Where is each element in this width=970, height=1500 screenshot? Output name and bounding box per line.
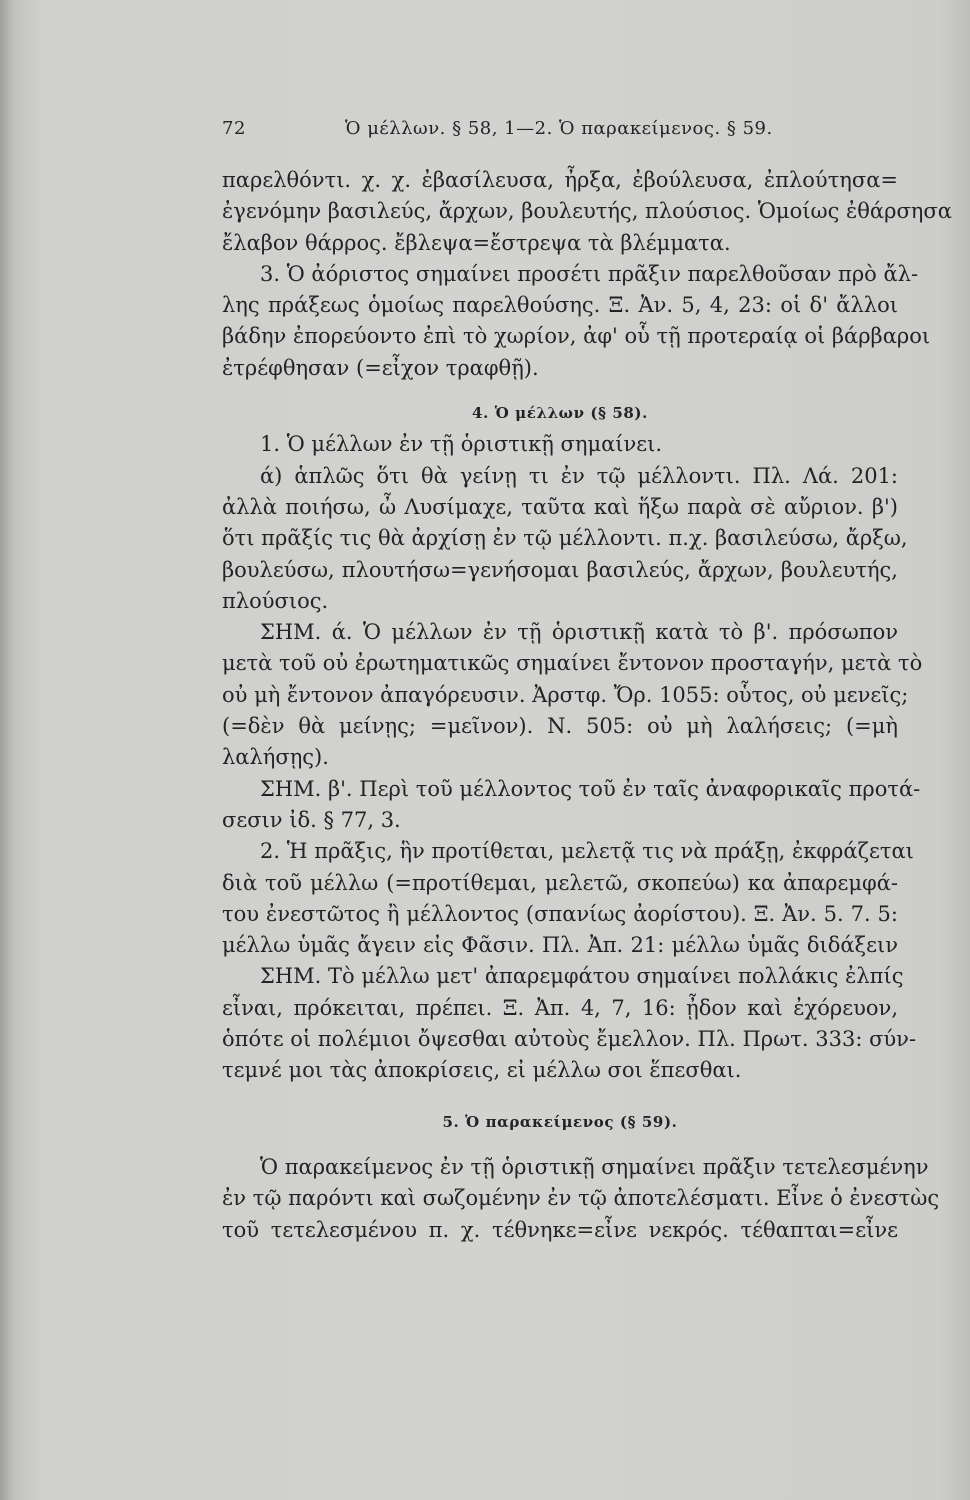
- text-line: (=δὲν θὰ μείνῃς; =μεῖνον). Ν. 505: οὐ μὴ λαλήσεις; (=μὴ: [222, 714, 898, 739]
- text-line: ὁπότε οἱ πολέμιοι ὄψεσθαι αὐτοὺς ἔμελλον. Πλ. Πρωτ. 333: σύν-: [222, 1027, 917, 1052]
- text-line: ἐτρέφθησαν (=εἶχον τραφθῇ).: [222, 355, 539, 380]
- text-line: οὐ μὴ ἔντονον ἀπαγόρευσιν. Ἀρστφ. Ὄρ. 1055: οὗτος, οὐ μενεῖς;: [222, 682, 909, 707]
- note-b-start: ΣΗΜ. β'. Περὶ τοῦ μέλλοντος τοῦ ἐν ταῖς ἀναφορικαῖς προτά-: [260, 776, 921, 801]
- spacer: [222, 1138, 898, 1152]
- paragraph-3-start: 3. Ὁ ἀόριστος σημαίνει προσέτι πρᾶξιν παρελθοῦσαν πρὸ ἄλ-: [260, 261, 919, 286]
- text-line: λαλήσῃς).: [222, 745, 329, 770]
- text-line: ἐγενόμην βασιλεύς, ἄρχων, βουλευτής, πλούσιος. Ὁμοίως ἐθάρσησα: [222, 199, 952, 224]
- text-line: βουλεύσω, πλουτήσω=γενήσομαι βασιλεύς, ἄρχων, βουλευτής,: [222, 557, 898, 582]
- text-line: ά) ἁπλῶς ὅτι θὰ γείνῃ τι ἐν τῷ μέλλοντι. Πλ. Λά. 201:: [260, 463, 898, 488]
- spacer: [222, 1087, 898, 1107]
- text-line: μέλλω ὑμᾶς ἄγειν εἰς Φᾶσιν. Πλ. Ἀπ. 21: μέλλω ὑμᾶς διδάξειν: [222, 933, 898, 958]
- text-line: λης πράξεως ὁμοίως παρελθούσης. Ξ. Ἀν. 5, 4, 23: οἱ δ' ἄλλοι: [222, 293, 898, 318]
- text-line: παρελθόντι. χ. χ. ἐβασίλευσα, ἦρξα, ἐβούλευσα, ἐπλούτησα=: [222, 168, 898, 192]
- section-heading-mellon: 4. Ὁ μέλλων (§ 58).: [472, 404, 648, 423]
- spacer: [222, 384, 898, 398]
- text-line: ὅτι πρᾶξίς τις θὰ ἀρχίσῃ ἐν τῷ μέλλοντι. π.χ. βασιλεύσω, ἄρξω,: [222, 526, 908, 551]
- note-a-start: ΣΗΜ. ά. Ὁ μέλλων ἐν τῇ ὁριστικῇ κατὰ τὸ β'. πρόσωπον: [260, 620, 898, 645]
- paragraph-start: Ὁ παρακείμενος ἐν τῇ ὁριστικῇ σημαίνει πρᾶξιν τετελεσμένην: [260, 1154, 929, 1179]
- text-line: πλούσιος.: [222, 588, 329, 613]
- text-line: ἀλλὰ ποιήσω, ὦ Λυσίμαχε, ταῦτα καὶ ἥξω παρὰ σὲ αὔριον. β'): [222, 494, 898, 519]
- section-heading-parakeimenos: 5. Ὁ παρακείμενος (§ 59).: [442, 1112, 678, 1131]
- text-line: του ἐνεστῶτος ἢ μέλλοντος (σπανίως ἀορίστου). Ξ. Ἀν. 5. 7. 5:: [222, 901, 898, 926]
- text-line: μετὰ τοῦ οὐ ἐρωτηματικῶς σημαίνει ἔντονον προσταγήν, μετὰ τὸ: [222, 651, 923, 676]
- running-title: Ὁ μέλλων. § 58, 1—2. Ὁ παρακείμενος. § 59.: [345, 118, 773, 139]
- page-body: [222, 165, 952, 1246]
- page-number: 72: [222, 118, 246, 139]
- text-line: βάδην ἐπορεύοντο ἐπὶ τὸ χωρίον, ἀφ' οὗ τῇ προτεραίᾳ οἱ βάρβαροι: [222, 324, 931, 349]
- paragraph-2-start: 2. Ἡ πρᾶξις, ἣν προτίθεται, μελετᾷ τις νὰ πράξῃ, ἐκφράζεται: [260, 839, 914, 864]
- text-line: ἔλαβον θάρρος. ἔβλεψα=ἔστρεψα τὰ βλέμματα.: [222, 230, 731, 255]
- text-line: διὰ τοῦ μέλλω (=προτίθεμαι, μελετῶ, σκοπεύω) κα ἀπαρεμφά-: [222, 870, 898, 895]
- paragraph-1-start: 1. Ὁ μέλλων ἐν τῇ ὁριστικῇ σημαίνει.: [260, 432, 663, 457]
- text-line: τεμνέ μοι τὰς ἀποκρίσεις, εἰ μέλλω σοι ἕπεσθαι.: [222, 1058, 742, 1083]
- text-line: εἶναι, πρόκειται, πρέπει. Ξ. Ἀπ. 4, 7, 16: ᾖδον καὶ ἐχόρευον,: [222, 995, 898, 1020]
- text-line: σεσιν ἰδ. § 77, 3.: [222, 807, 401, 832]
- note-start: ΣΗΜ. Τὸ μέλλω μετ' ἀπαρεμφάτου σημαίνει πολλάκις ἐλπίς: [260, 964, 904, 989]
- text-line: ἐν τῷ παρόντι καὶ σωζομένην ἐν τῷ ἀποτελέσματι. Εἶνε ὁ ἐνεστὼς: [222, 1186, 940, 1211]
- text-line: τοῦ τετελεσμένου π. χ. τέθνηκε=εἶνε νεκρός. τέθαπται=εἶνε: [222, 1217, 898, 1242]
